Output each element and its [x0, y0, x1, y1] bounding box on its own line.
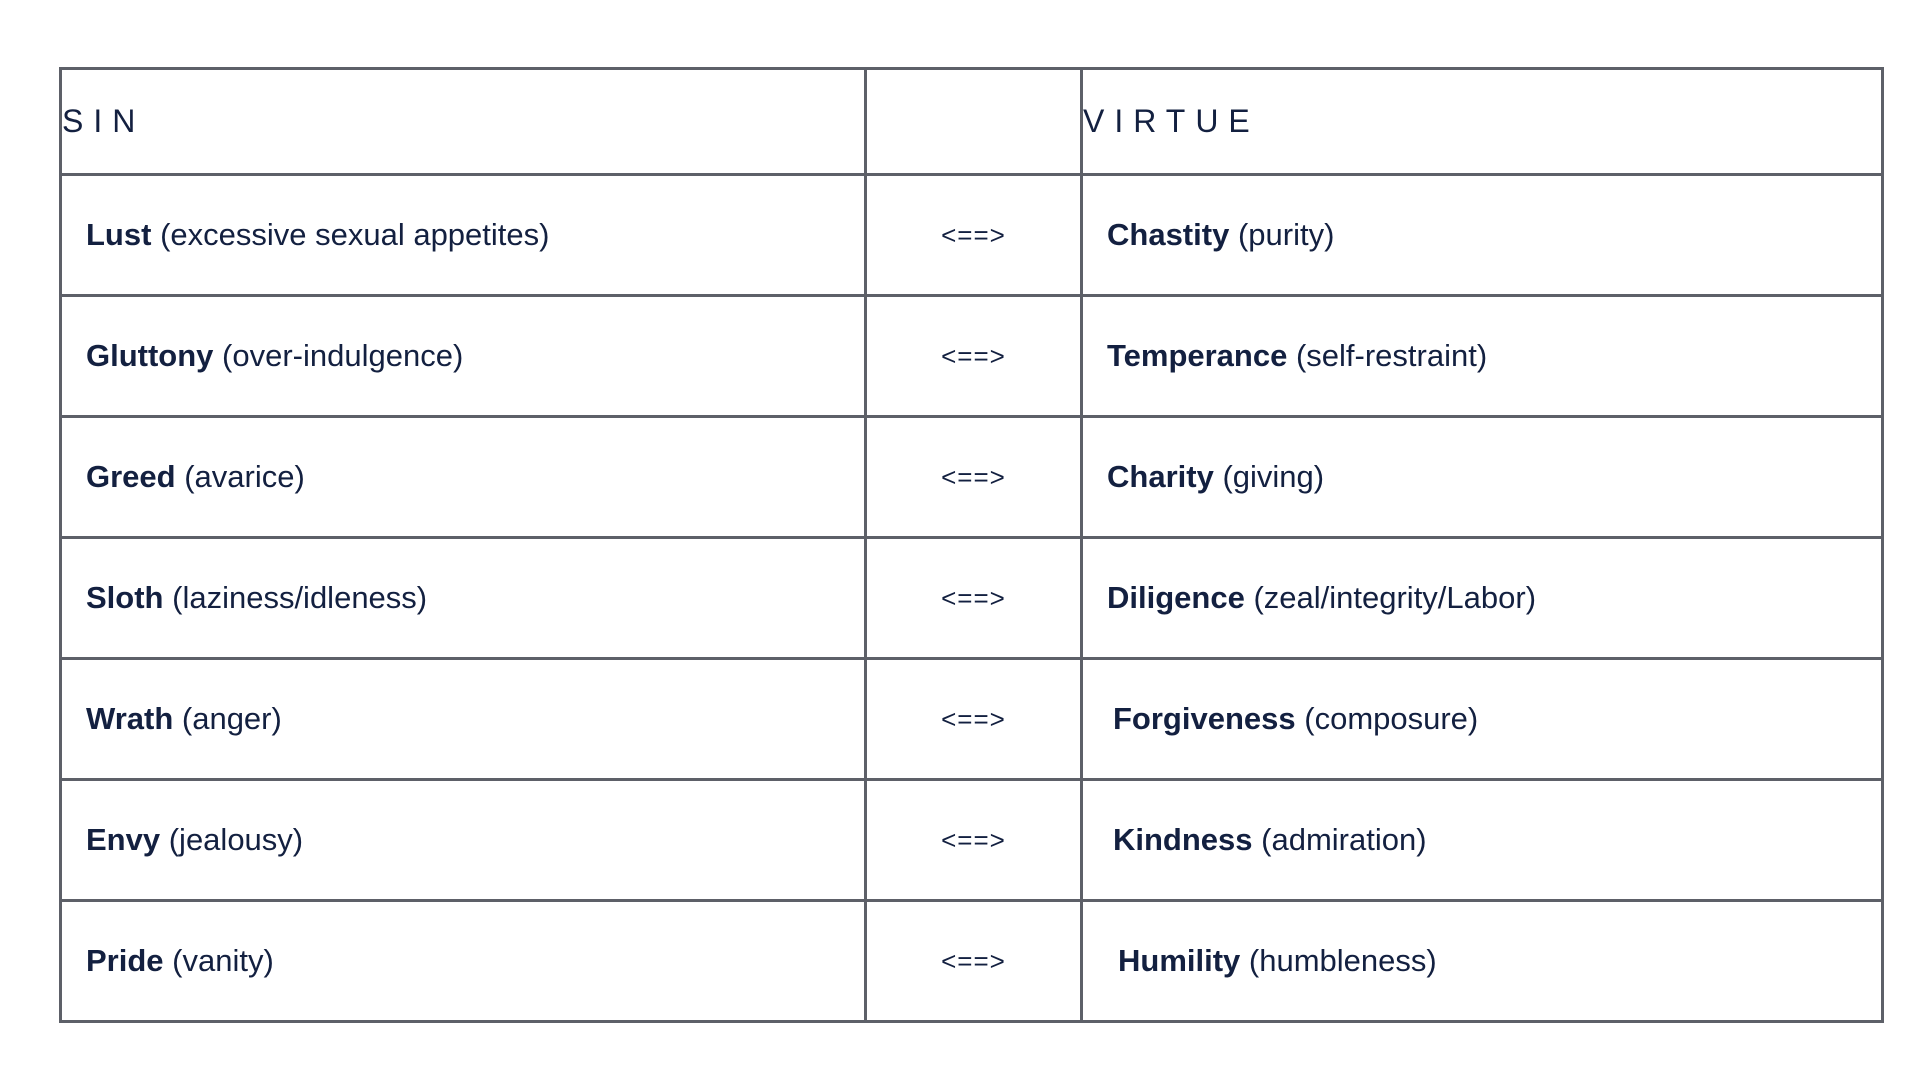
table-row — [61, 538, 1883, 659]
arrow-cell: <==> — [866, 175, 1082, 296]
virtue-name: Humility — [1118, 943, 1241, 978]
sin-description: (vanity) — [172, 943, 274, 978]
virtue-description: (purity) — [1237, 217, 1335, 252]
sin-description: (jealousy) — [168, 822, 304, 857]
arrow-cell: <==> — [866, 296, 1082, 417]
arrow-cell: <==> — [866, 901, 1082, 1022]
sin-description: (anger) — [181, 701, 282, 736]
sin-description: (over-indulgence) — [222, 338, 464, 373]
virtue-description: (self-restraint) — [1295, 338, 1488, 373]
virtue-name: Charity — [1107, 459, 1214, 494]
virtue-cell — [1082, 901, 1883, 1022]
virtue-name: Diligence — [1107, 580, 1245, 615]
sin-cell — [61, 175, 866, 296]
virtue-name: Forgiveness — [1113, 701, 1296, 736]
virtue-name: Chastity — [1107, 217, 1230, 252]
arrow-cell: <==> — [866, 417, 1082, 538]
sin-cell — [61, 780, 866, 901]
sin-name: Greed — [86, 459, 176, 494]
table-row — [61, 175, 1883, 296]
sin-column-header: SIN — [61, 69, 866, 175]
virtue-column-header: VIRTUE — [1082, 69, 1883, 175]
virtue-name: Kindness — [1113, 822, 1253, 857]
virtue-description: (composure) — [1304, 701, 1479, 736]
arrow-cell: <==> — [866, 659, 1082, 780]
virtue-cell — [1082, 659, 1883, 780]
virtue-cell — [1082, 175, 1883, 296]
virtue-cell — [1082, 296, 1883, 417]
sin-name: Sloth — [86, 580, 164, 615]
sin-name: Pride — [86, 943, 164, 978]
virtue-name: Temperance — [1107, 338, 1288, 373]
arrow-cell: <==> — [866, 780, 1082, 901]
sin-description: (laziness/idleness) — [172, 580, 428, 615]
table-row — [61, 296, 1883, 417]
sin-name: Lust — [86, 217, 152, 252]
sin-virtue-table — [59, 67, 1884, 1023]
table-row — [61, 901, 1883, 1022]
sin-name: Envy — [86, 822, 161, 857]
table-row — [61, 780, 1883, 901]
sin-description: (avarice) — [184, 459, 305, 494]
virtue-cell — [1082, 417, 1883, 538]
virtue-description: (humbleness) — [1248, 943, 1437, 978]
sin-cell — [61, 901, 866, 1022]
table-row — [61, 659, 1883, 780]
table-header-row — [61, 69, 1883, 175]
sin-description: (excessive sexual appetites) — [160, 217, 550, 252]
table-row — [61, 417, 1883, 538]
sin-cell — [61, 296, 866, 417]
arrow-cell: <==> — [866, 538, 1082, 659]
sin-cell — [61, 538, 866, 659]
sin-cell — [61, 417, 866, 538]
arrow-column-header — [866, 69, 1082, 175]
virtue-description: (zeal/integrity/Labor) — [1253, 580, 1537, 615]
sin-cell — [61, 659, 866, 780]
sin-name: Wrath — [86, 701, 174, 736]
virtue-description: (giving) — [1222, 459, 1325, 494]
virtue-description: (admiration) — [1261, 822, 1427, 857]
virtue-cell — [1082, 780, 1883, 901]
sin-name: Gluttony — [86, 338, 214, 373]
virtue-cell — [1082, 538, 1883, 659]
